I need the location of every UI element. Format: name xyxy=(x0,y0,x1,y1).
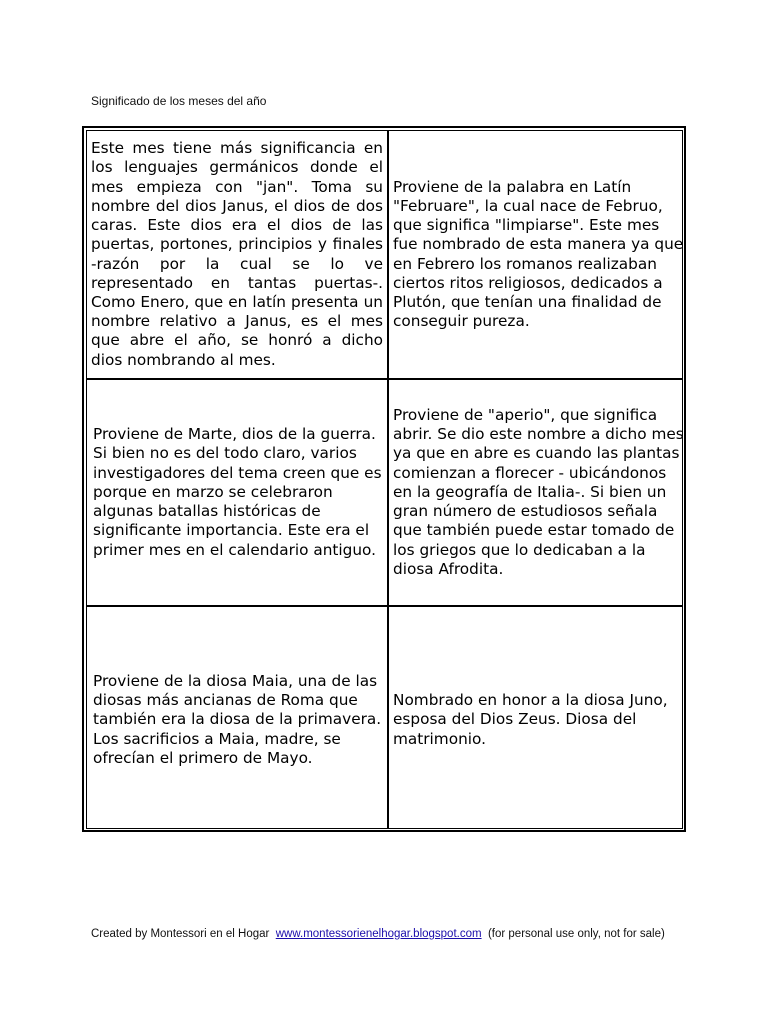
cell-junio-text: Nombrado en honor a la diosa Juno, esposa del Dios Zeus. Diosa del matrimonio. xyxy=(393,691,668,748)
footer-note: (for personal use only, not for sale) xyxy=(487,928,665,940)
cell-marzo xyxy=(93,380,383,605)
footer-link[interactable]: www.montessorienelhogar.blogspot.com xyxy=(275,928,482,940)
cell-febrero-text: Proviene de la palabra en Latín "Februare", la cual nace de Februo, que significa "limpiarse". Este mes fue nombrado de esta manera ya que en Febrero los romanos realizaban ciertos ritos religiosos, dedicados a Plutón, que tenían una finalidad de conseguir pureza. xyxy=(393,177,684,331)
document-title: Significado de los meses del año xyxy=(91,94,267,108)
footer-credit: Created by Montessori en el Hogar xyxy=(91,928,270,940)
cell-marzo-text: Proviene de Marte, dios de la guerra. Si bien no es del todo claro, varios investigadores del tema creen que es porque en marzo se celebraron algunas batallas históricas de significante importancia. Este era el primer mes en el calendario antiguo. xyxy=(93,425,382,559)
cell-febrero xyxy=(393,131,685,378)
cell-mayo-text: Proviene de la diosa Maia, una de las diosas más ancianas de Roma que también era la diosa de la primavera. Los sacrificios a Maia, madre, se ofrecían el primero de Mayo. xyxy=(93,671,382,767)
footer xyxy=(91,928,665,940)
cell-abril-text: Proviene de "aperio", que significa abrir. Se dio este nombre a dicho mes ya que en abre es cuando las plantas comienzan a florecer - ubicándonos en la geografía de Italia-. Si bien un gran número de estudiosos señala que también puede estar tomado de los griegos que lo dedicaban a la diosa Afrodita. xyxy=(393,406,684,578)
cell-enero-text: Este mes tiene más significancia en los lenguajes germánicos donde el mes empieza con "jan". Toma su nombre del dios Janus, el dios de dos caras. Este dios era el dios de las puertas, portones, principios y finales -razón por la cual se lo ve representado en tantas puertas-. Como Enero, que en latín presenta un nombre relativo a Janus, es el mes que abre el año, se honró a dicho dios nombrando al mes. xyxy=(91,139,383,369)
months-table xyxy=(82,126,686,832)
cell-mayo xyxy=(93,607,383,833)
table-inner-border xyxy=(86,130,683,829)
cell-abril xyxy=(393,380,685,605)
cell-junio xyxy=(393,607,685,833)
column-divider xyxy=(387,131,389,828)
cell-enero xyxy=(91,131,383,378)
